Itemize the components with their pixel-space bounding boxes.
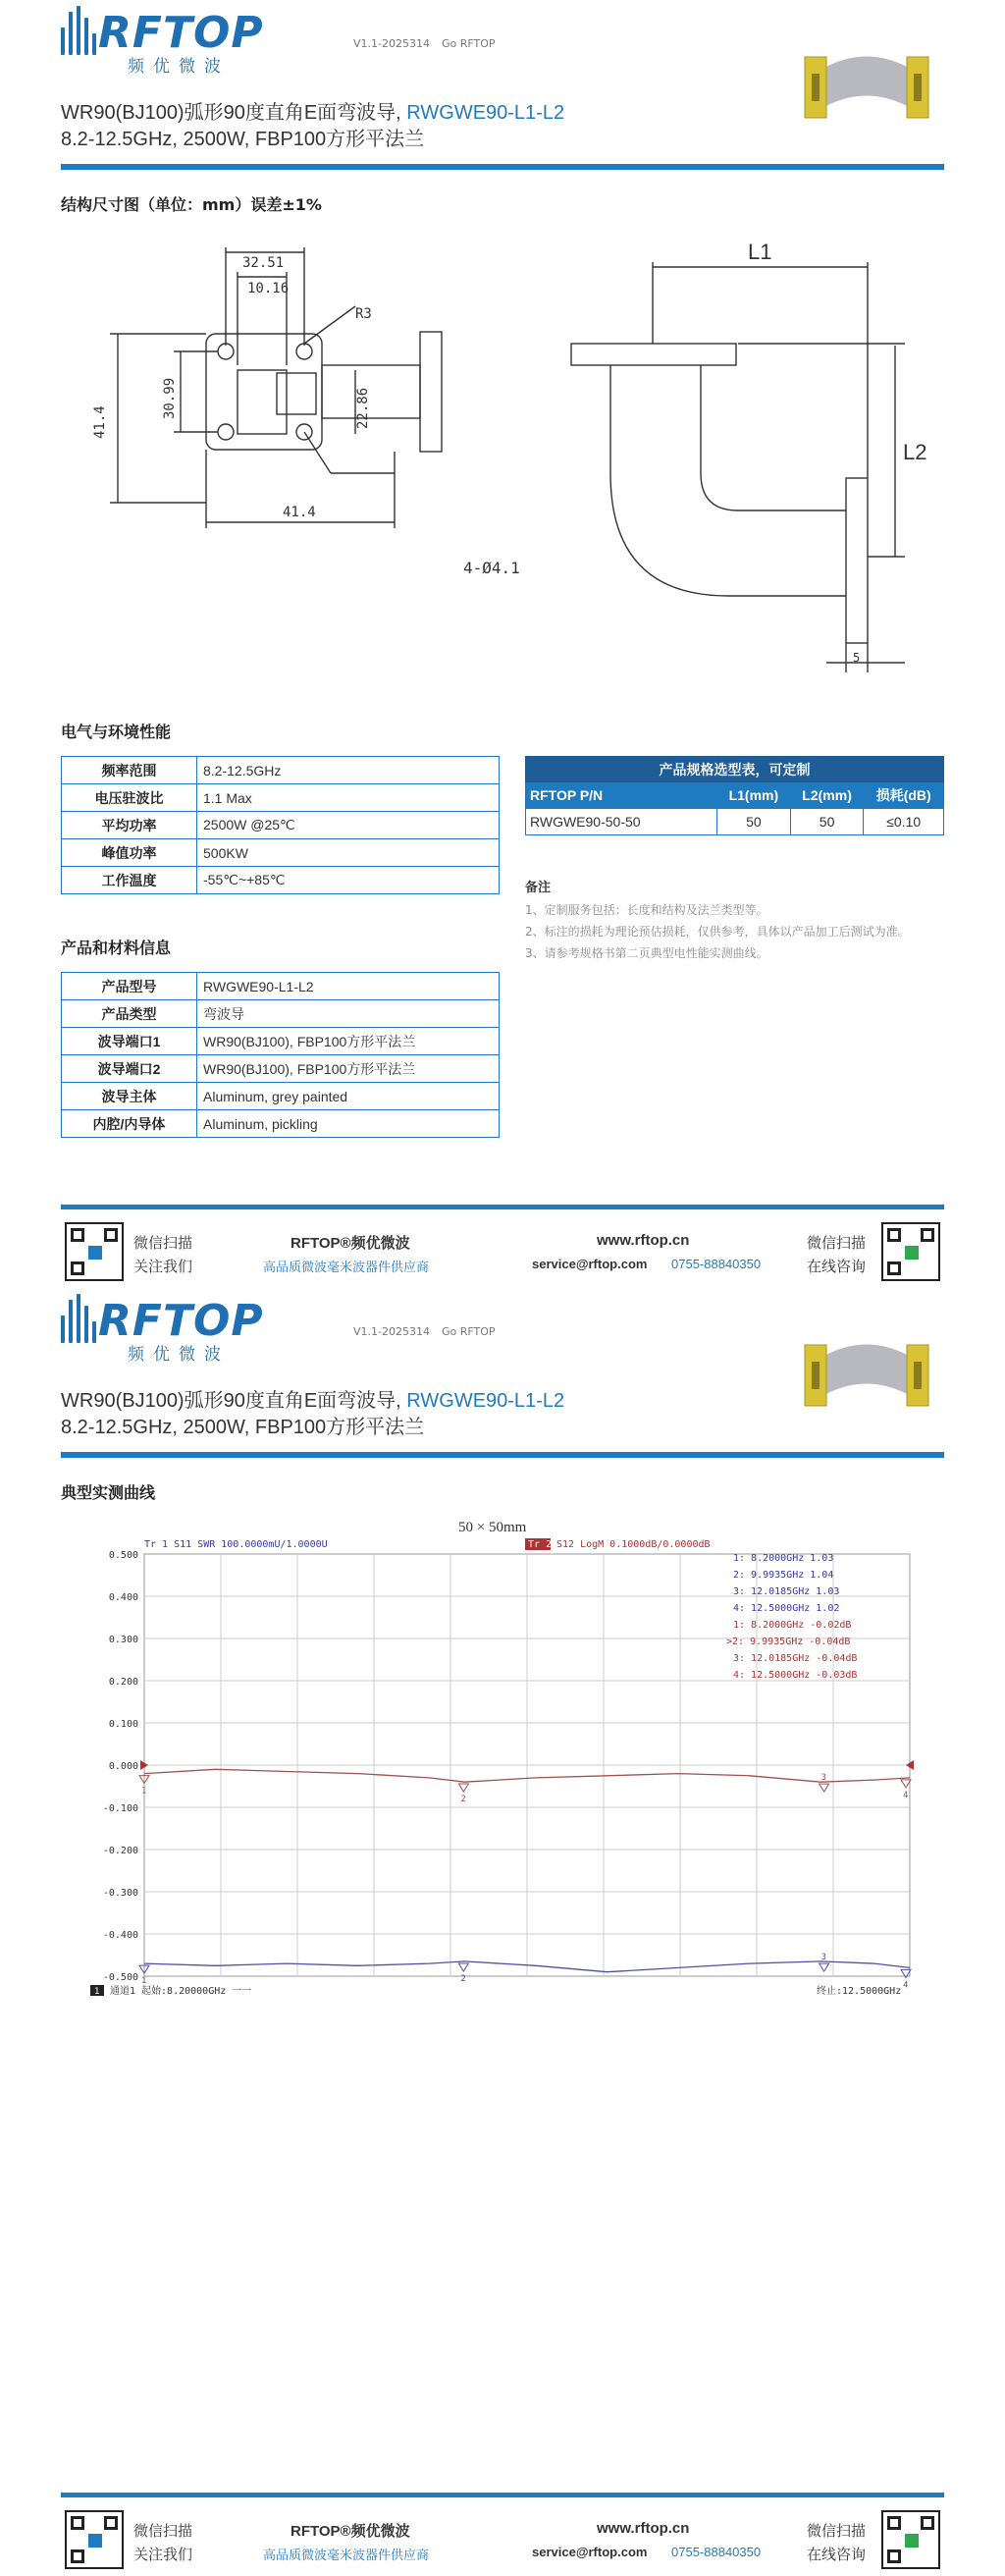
dim-l2: L2	[903, 440, 927, 464]
footer-slogan: 高品质微波毫米波器件供应商	[263, 2548, 430, 2562]
start-label: 通道1 起始:8.20000GHz 一一	[110, 1986, 252, 1997]
footer-follow: 关注我们	[133, 2547, 193, 2563]
table-row: 内腔/内导体 Aluminum, pickling	[62, 1110, 500, 1138]
swr-marker: 1: 8.2000GHz 1.03	[733, 1553, 834, 1564]
product-title-2: WR90(BJ100)弧形90度直角E面弯波导, RWGWE90-L1-L2	[61, 1390, 565, 1412]
y-tick-label: 0.100	[108, 1719, 138, 1730]
marker-triangle	[820, 1963, 829, 1971]
tr2-label: S12 LogM 0.1000dB/0.0000dB	[556, 1539, 711, 1550]
logo-cn: 频优微波	[128, 1345, 230, 1365]
table-row: 工作温度 -55℃~+85℃	[62, 867, 500, 894]
marker-triangle	[458, 1963, 468, 1971]
logo-text: RFTOP	[98, 8, 264, 58]
tr1-label: Tr 1 S11 SWR 100.0000mU/1.0000U	[144, 1539, 328, 1550]
footer-company: RFTOP®频优微波	[291, 1235, 410, 1252]
table-row: 产品型号 RWGWE90-L1-L2	[62, 973, 500, 1000]
dim-holes: 4-Ø4.1	[463, 559, 520, 577]
footer-scan: 微信扫描	[133, 1235, 193, 1252]
product-image-2	[793, 1327, 940, 1416]
table-row: 平均功率 2500W @25℃	[62, 812, 500, 839]
logo-bars-icon	[61, 1294, 96, 1343]
right-flange	[846, 478, 868, 643]
version: V1.1-2025314	[353, 37, 430, 50]
wechat-qr-icon[interactable]	[65, 1222, 124, 1281]
product-title: WR90(BJ100)弧形90度直角E面弯波导, RWGWE90-L1-L2	[61, 102, 565, 124]
footer-company: RFTOP®频优微波	[291, 2523, 410, 2540]
measurement-chart	[61, 1512, 925, 2008]
consult-qr-icon[interactable]	[881, 1222, 940, 1281]
go-rftop-link[interactable]: Go RFTOP	[442, 37, 496, 50]
swr-marker-table	[733, 1553, 839, 1614]
notes-heading: 备注	[525, 881, 552, 895]
table-row: 频率范围 8.2-12.5GHz	[62, 757, 500, 784]
material-heading: 产品和材料信息	[61, 939, 172, 957]
table-row: RWGWE90-50-50 50 50 ≤0.10	[526, 809, 944, 835]
dimension-drawing	[61, 228, 944, 689]
footer-follow: 关注我们	[133, 1259, 193, 1275]
y-tick-label: 0.500	[108, 1550, 138, 1561]
footer-scan-2: 微信扫描	[807, 1235, 867, 1252]
footer-email[interactable]: service@rftop.com	[532, 1257, 648, 1271]
table-row: 产品类型 弯波导	[62, 1000, 500, 1028]
chart-title: 50 × 50mm	[458, 1520, 527, 1535]
marker-label: 3	[820, 1773, 827, 1784]
y-tick-label: -0.400	[102, 1930, 138, 1941]
dim-22-86: 22.86	[355, 387, 371, 429]
tr2-tag: Tr 2	[528, 1539, 553, 1550]
go-rftop-link-2[interactable]: Go RFTOP	[442, 1325, 496, 1338]
footer-slogan: 高品质微波毫米波器件供应商	[263, 1260, 430, 1274]
chart-grid	[144, 1554, 910, 1976]
loss-marker: >2: 9.9935GHz -0.04dB	[726, 1637, 851, 1647]
marker-label: 4	[903, 1790, 909, 1800]
dim-41-4-v: 41.4	[92, 405, 108, 439]
marker-triangle	[458, 1784, 468, 1792]
y-tick-labels	[103, 1550, 138, 1983]
footer-divider	[61, 1205, 944, 1209]
electrical-table	[61, 756, 500, 894]
electrical-heading: 电气与环境性能	[61, 723, 172, 741]
marker-label: 1	[141, 1786, 147, 1797]
product-subtitle-2: 8.2-12.5GHz, 2500W, FBP100方形平法兰	[61, 1417, 425, 1438]
consult-qr-icon-2[interactable]	[881, 2510, 940, 2569]
y-tick-label: 0.300	[108, 1635, 138, 1645]
dim-30-99: 30.99	[162, 377, 178, 419]
footer-website[interactable]: www.rftop.cn	[597, 1232, 690, 1249]
material-table	[61, 972, 500, 1138]
y-tick-label: 0.400	[108, 1592, 138, 1603]
marker-label: 3	[820, 1953, 827, 1963]
swr-marker: 4: 12.5000GHz 1.02	[733, 1603, 840, 1614]
footer-divider-2	[61, 2493, 944, 2497]
table-row: 峰值功率 500KW	[62, 839, 500, 867]
notes: 备注 1、定制服务包括：长度和结构及法兰类型等。 2、标注的损耗为理论预估损耗，仅供参考，具体以产品加工后测试为准。 3、请参考规格书第二页典型电性能实测曲线。	[525, 881, 910, 960]
dim-10-16: 10.16	[247, 281, 290, 296]
footer-phone[interactable]: 0755-88840350	[671, 1257, 762, 1271]
product-image	[793, 39, 940, 128]
marker-label: 1	[141, 1976, 147, 1987]
dim-32-51: 32.51	[242, 255, 285, 271]
y-tick-label: -0.300	[102, 1888, 138, 1899]
waveguide-aperture	[238, 370, 287, 434]
top-flange	[571, 344, 736, 365]
marker-triangle	[820, 1784, 829, 1792]
loss-marker: 1: 8.2000GHz -0.02dB	[733, 1620, 852, 1631]
swr-marker: 3: 12.0185GHz 1.03	[733, 1586, 840, 1597]
footer-consult: 在线咨询	[807, 1259, 867, 1275]
logo-text: RFTOP	[98, 1296, 264, 1346]
footer-phone[interactable]: 0755-88840350	[671, 2545, 762, 2559]
footer-website[interactable]: www.rftop.cn	[597, 2520, 690, 2537]
dim-5: 5	[853, 651, 861, 665]
selection-caption: 产品规格选型表，可定制	[526, 757, 944, 782]
table-row: 电压驻波比 1.1 Max	[62, 784, 500, 812]
dim-41-4-h: 41.4	[283, 505, 316, 520]
y-tick-label: 0.200	[108, 1677, 138, 1688]
header-divider-2	[61, 1452, 944, 1458]
bend-inner	[701, 365, 846, 510]
table-row: 波导端口1 WR90(BJ100), FBP100方形平法兰	[62, 1028, 500, 1055]
loss-marker: 4: 12.5000GHz -0.03dB	[733, 1670, 858, 1681]
y-tick-label: 0.000	[108, 1761, 138, 1772]
marker-label: 2	[460, 1974, 466, 1985]
logo-bars-icon	[61, 6, 96, 55]
drawing-heading: 结构尺寸图（单位：mm）误差±1%	[61, 195, 322, 214]
dim-l1: L1	[748, 240, 772, 264]
header-divider	[61, 164, 944, 170]
dim-r3: R3	[355, 306, 372, 322]
side-flange	[420, 332, 442, 452]
swr-marker: 2: 9.9935GHz 1.04	[733, 1570, 834, 1581]
marker-label: 4	[903, 1980, 909, 1991]
footer-scan-2: 微信扫描	[807, 2523, 867, 2540]
footer-scan: 微信扫描	[133, 2523, 193, 2540]
y-tick-label: -0.100	[102, 1803, 138, 1814]
selection-table: 产品规格选型表，可定制 RFTOP P/N L1(mm) L2(mm) 损耗(dB) RWGWE90-50-50 50 50 ≤0.10	[525, 756, 944, 835]
table-row: 波导主体 Aluminum, grey painted	[62, 1083, 500, 1110]
table-row: 波导端口2 WR90(BJ100), FBP100方形平法兰	[62, 1055, 500, 1083]
footer-consult: 在线咨询	[807, 2547, 867, 2563]
wechat-qr-icon-2[interactable]	[65, 2510, 124, 2569]
marker-label: 2	[460, 1795, 466, 1805]
product-subtitle: 8.2-12.5GHz, 2500W, FBP100方形平法兰	[61, 129, 425, 150]
version-2: V1.1-2025314	[353, 1325, 430, 1338]
y-tick-label: -0.500	[102, 1972, 138, 1983]
waveguide-body-side	[277, 373, 316, 414]
loss-marker: 3: 12.0185GHz -0.04dB	[733, 1653, 858, 1664]
footer-email[interactable]: service@rftop.com	[532, 2545, 648, 2559]
bend-outer	[610, 365, 846, 596]
channel-tag: 1	[94, 1987, 100, 1997]
logo-cn: 频优微波	[128, 57, 230, 77]
y-tick-label: -0.200	[102, 1846, 138, 1856]
stop-label: 终止:12.5000GHz	[817, 1986, 902, 1997]
loss-marker-table	[726, 1620, 857, 1681]
waveguide-side	[322, 365, 420, 418]
curve-heading: 典型实测曲线	[61, 1483, 156, 1502]
